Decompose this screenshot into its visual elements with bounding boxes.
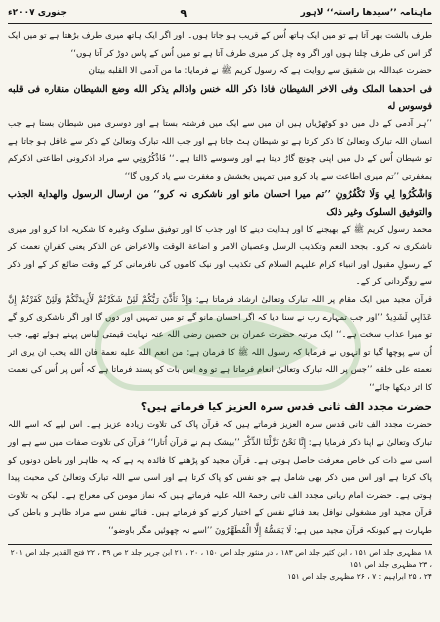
paragraph: حضرت مجدد الف ثانی قدس سرہ العزیز فرماتے ہیں کہ قرآن پاک کی تلاوت زیادہ عزیز ہے۔ اس لیے کہ اسے اللہ تبارک وتعالیٰ نے اپنا ذکر فرمایا ہے: إِنَّا نَحْنُ نَزَّلْنَا الذِّكْرَ ’’بیشک ہم نے قرآن اُتارا‘‘ قرآن کی تلاوت صفات میں سے ہے اور اسی سے ذات کی خاص معرفت حاصل ہوتی ہے۔ قرآن مجید کو پڑھنے کا فائدہ یہ ہے کہ یہ ظاہر اور باطن دونوں کو پاک کرتا ہے اور اس میں ذکر بھی شامل ہے جو نفس کو پاک کرتا ہے اور اسی سے اللہ تبارک وتعالیٰ کی محبت پیدا ہوتی ہے۔ حضرت امام ربانی مجدد الف ثانی رحمۃ اللہ علیہ فرماتے ہیں کہ نماز مومن کی معراج ہے۔ لیکن یہ تلاوت قرآن مجید اور مشغولی نوافل بعد فنائے نفس کے اختیار کرنے کو فرماتے ہیں۔ فنائے نفس سے مراد ظاہر و باطن کی طہارت ہے کیونکہ قرآن مجید میں ہے: لَا يَمَسُّهُ إِلَّا الْمُطَهَّرُونَ ’’اسے نہ چھوئیں مگر باوضو‘‘ — [8, 420, 432, 537]
issue-date: جنوری ۲۰۰۷ء — [8, 8, 67, 18]
document-page — [8, 5, 432, 617]
paragraph: حضرت عبداللہ بن شقیق سے روایت ہے کہ رسول کریم ﷺ نے فرمایا: ما من آدمی الا القلبه بیتان — [88, 66, 432, 77]
paragraph: طرف بالشت بھر آتا ہے تو میں ایک ہاتھ اُس کے قریب ہو جاتا ہوں۔ اور اگر ایک ہاتھ میری طرف بڑھتا ہے تو میں ایک گز اس کی طرف چلتا ہوں اور اگر وہ چل کر میری طرف آتا ہے تو میں اُس کے پاس دوڑ کر آتا ہوں‘‘ — [8, 31, 432, 59]
page-header — [8, 5, 432, 21]
section-heading: حضرت مجدد الف ثانی قدس سرہ العزیز کیا فرماتے ہیں؟ — [140, 401, 432, 414]
magazine-title: ماہنامہ ’’سیدھا راستہ‘‘ لاہور — [300, 8, 432, 18]
page-number: ۹ — [180, 6, 188, 20]
paragraph: ’’ہر آدمی کے دل میں دو کوٹھڑیاں ہیں ان میں سے ایک میں فرشتہ بستا ہے اور دوسری میں شیطان بستا ہے جب انسان اللہ تبارک وتعالیٰ کا ذکر کرتا ہے تو شیطان ہٹ جاتا ہے اور جب اللہ تبارک وتعالیٰ کے ذکر سے غافل ہو جاتا ہے تو شیطان اُس کے دل میں اپنی چونچ گاڑ دیتا ہے اور وسوسے ڈالتا ہے۔‘‘ فَاذْكُرُونِي سے مراد اذکرونی اطاعتی اذکرکم بمغفرتی ’’تم میری اطاعت سے یاد کرو میں تمہیں بخشش و مغفرت سے یاد کروں گا‘‘ — [8, 118, 432, 182]
article-body — [8, 28, 432, 541]
footnote-line: ۱۸ مظہری جلد اص ۱۵۱ ، ابن کثیر جلد اص ۱۸۳ ، در منثور جلد اص ۱۵۰ ، ۲۰ ، ۲۱ ابن جریر جلد ۲ ص ۳۹ ، ۲۲ فتح القدیر جلد اص ۲۰۱ ، ۲۳ مظہری جلد اص ۱۵۱ — [10, 547, 432, 569]
arabic-hadith: فی احدهما الملک وفی الاخر الشیطان فاذا ذکر الله خنس واذالم یذکر الله وضع الشیطان منقاره فی قلبه فوسوس له — [8, 83, 432, 113]
paragraph: محمد رسول کریم ﷺ کے بھیجنے کا اور ہدایت دینے کا اور جذب کا اور توفیق سلوک وغیرہ کا شکریہ ادا کرو اور میری ناشکری نہ کرو۔ بجحد النعم وتکذیب الرسل وعصیان الامر و اضاعة الوقت والاعراض عن الذکر یعنی کفرانِ نعمت کر کے رسولِ مقبول اور انبیاء کرام علیہم السلام کی تکذیب اور نیک کاموں کی نافرمانی کر کے وقت ضائع کر کے اور ذکر سے روگردانی کر کے۔ — [8, 224, 432, 288]
footnotes — [8, 547, 432, 583]
header-rule — [8, 23, 432, 24]
paragraph: قرآن مجید میں ایک مقام پر اللہ تبارک وتعالیٰ ارشاد فرماتا ہے: وَإِذْ تَأَذَّنَ رَبُّكُمْ لَئِنْ شَكَرْتُمْ لَأَزِيدَنَّكُمْ وَلَئِنْ كَفَرْتُمْ إِنَّ عَذَابِي لَشَدِيدٌ ’’اور جب تمہارے رب نے سنا دیا کہ اگر احسان مانو گے تو میں تمہیں اور دوں گا اور اگر ناشکری کرو گے تو میرا عذاب سخت ہے۔‘‘ ایک مرتبہ حضرت عمران بن حصین رضی اللہ عنہ نہایت قیمتی لباس پہنے ہوئے تھے، جب اُن سے پوچھا گیا تو انہوں نے فرمایا کہ رسول اللہ ﷺ کا فرمان ہے: من انعم الله علیه نعمة فان الله یحب ان یری اثر نعمته علی خلقه ’’جس پر اللہ تبارک وتعالیٰ انعام فرماتا ہے تو وہ اس بات کو پسند فرماتا ہے کہ اُس پر اُس کی نعمت کا اثر دیکھا جائے‘‘ — [8, 294, 432, 393]
arabic-verse: وَاشْكُرُوا لِي وَلَا تَكْفُرُونِ ’’تم میرا احسان مانو اور ناشکری نہ کرو‘‘ من ارسال الرسول والهدایة الجذب والتوفیق السلوک وغیر ذلک — [8, 189, 432, 218]
footnote-line: ۲۴ ، ۲۵ ابراہیم : ۷ ، ۲۶ مظہری جلد اص ۱۵۱ — [287, 571, 432, 581]
footnote-rule — [8, 544, 432, 545]
